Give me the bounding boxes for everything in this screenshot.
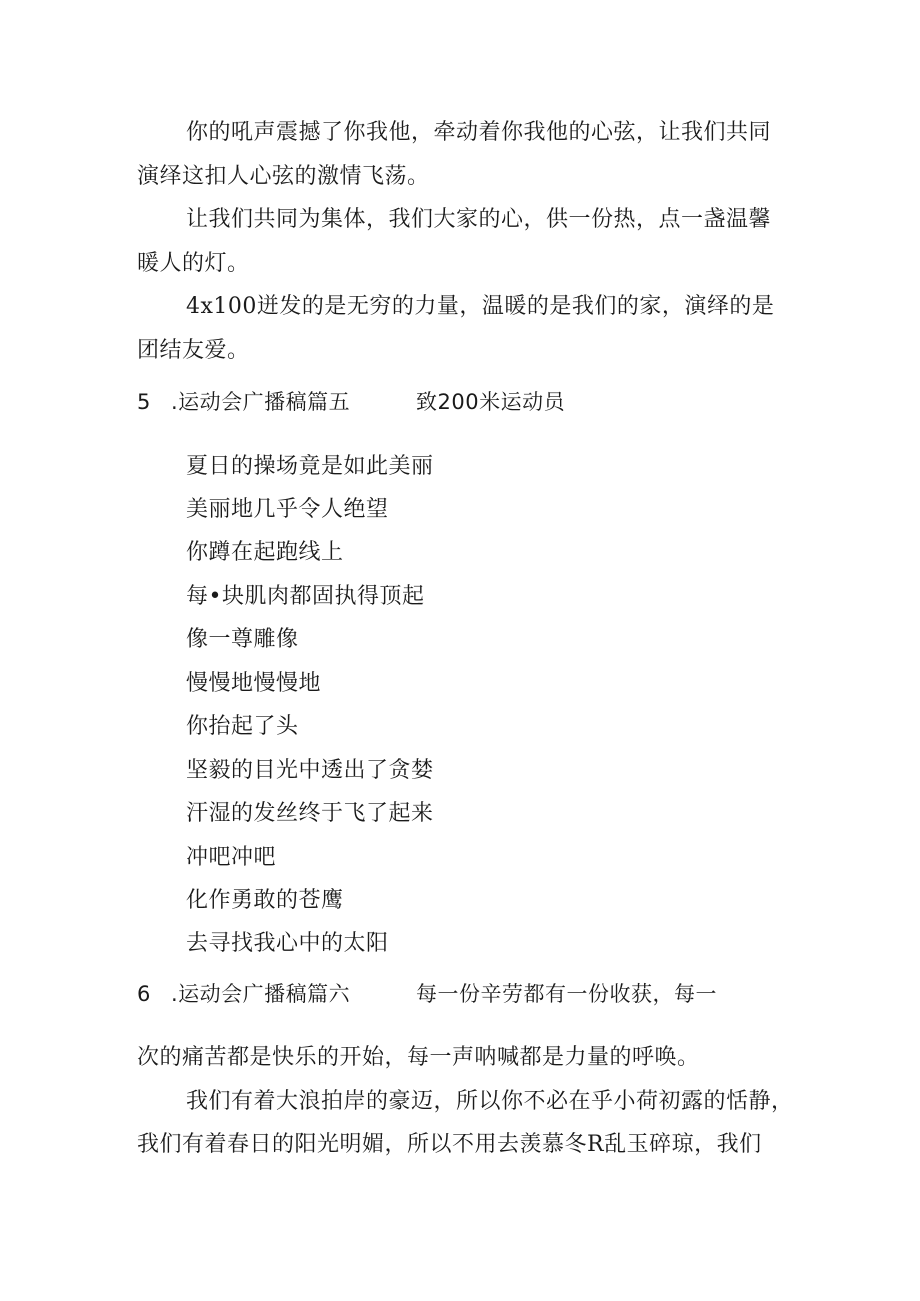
poem-line: 汗湿的发丝终于飞了起来: [186, 801, 434, 826]
section-heading: [137, 979, 717, 1009]
poem-line: 慢慢地慢慢地: [186, 671, 322, 696]
paragraph-line: 次的痛苦都是快乐的开始，每一声呐喊都是力量的呼唤。: [137, 1045, 700, 1070]
poem-line: 坚毅的目光中透出了贪婪: [186, 758, 434, 783]
paragraph-line: 4x100迸发的是无穷的力量，温暖的是我们的家，演绎的是: [186, 294, 775, 319]
paragraph-line: 你的吼声震撼了你我他，牵动着你我他的心弦，让我们共同: [186, 120, 772, 145]
paragraph-line: 让我们共同为集体，我们大家的心，供一份热，点一盏温馨: [186, 207, 772, 232]
poem-line: 化作勇敢的苍鹰: [186, 888, 344, 913]
paragraph-line: 团结友爱。: [137, 338, 250, 363]
poem-line: 去寻找我心中的太阳: [186, 931, 389, 956]
paragraph-line: 演绎这扣人心弦的激情飞荡。: [137, 164, 430, 189]
poem-line: 美丽地几乎令人绝望: [186, 497, 389, 522]
poem-line: 你蹲在起跑线上: [186, 540, 344, 565]
section-heading: [137, 387, 566, 417]
poem-line: 像一尊雕像: [186, 627, 299, 652]
poem-line: 冲吧冲吧: [186, 845, 277, 870]
paragraph-line: 暖人的灯。: [137, 251, 250, 276]
section-number: 6: [137, 982, 151, 1006]
section-subtitle: 每一份辛劳都有一份收获，每一: [416, 982, 717, 1006]
poem-line: 每•块肌肉都固执得顶起: [186, 584, 425, 609]
section-subtitle: 致200米运动员: [416, 390, 566, 414]
paragraph-line: 我们有着大浪拍岸的豪迈，所以你不必在乎小荷初露的恬静，: [186, 1089, 794, 1114]
poem-line: 你抬起了头: [186, 714, 299, 739]
poem-line: 夏日的操场竟是如此美丽: [186, 454, 434, 479]
section-number: 5: [137, 390, 151, 414]
section-title: .运动会广播稿篇五: [171, 390, 351, 414]
section-title: .运动会广播稿篇六: [171, 982, 351, 1006]
paragraph-line: 我们有着春日的阳光明媚，所以不用去羡慕冬R乱玉碎琼，我们: [137, 1132, 762, 1157]
